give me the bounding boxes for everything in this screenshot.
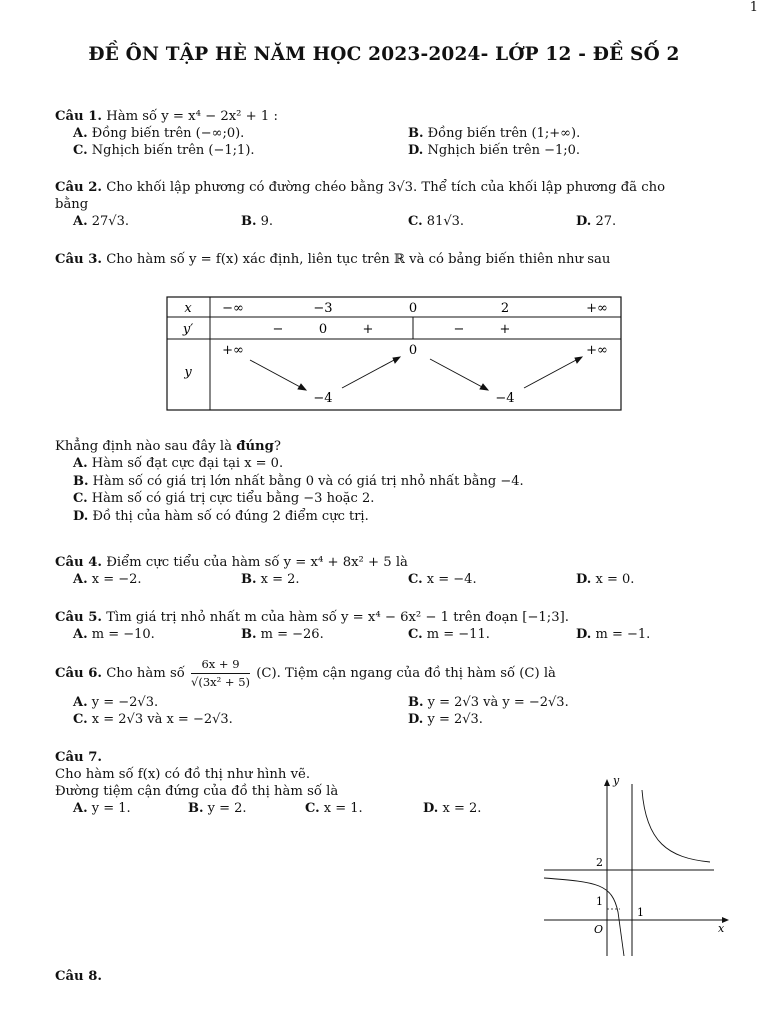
- table-yp-sign: +: [362, 322, 374, 337]
- option-d[interactable]: D. y = 2√3.: [408, 712, 483, 727]
- table-y-value: −4: [495, 391, 515, 406]
- y-axis-label: y: [613, 774, 620, 787]
- question-stem: Cho hàm số: [106, 666, 185, 681]
- question-2: [55, 179, 735, 230]
- table-yp-sign: −: [272, 322, 284, 337]
- table-y-value: 0: [408, 343, 418, 358]
- page-number: 1: [749, 0, 758, 15]
- option-b[interactable]: B. Hàm số có giá trị lớn nhất bằng 0 và có giá trị nhỏ nhất bằng −4.: [73, 473, 524, 489]
- option-c[interactable]: C. x = 2√3 và x = −2√3.: [73, 712, 233, 727]
- table-x-value: 0: [408, 301, 418, 316]
- option-d[interactable]: D. Nghịch biến trên −1;0.: [408, 143, 581, 158]
- option-a[interactable]: A. y = −2√3.: [73, 695, 159, 710]
- question-stem: Cho hàm số y = f(x) xác định, liên tục trên ℝ và có bảng biến thiên như sau: [106, 252, 611, 267]
- table-yp-label: y′: [182, 322, 194, 337]
- table-y-value: +∞: [222, 343, 244, 358]
- question-stem-cont: Đường tiệm cận đứng của đồ thị hàm số là: [55, 784, 339, 799]
- tick-label-1-y: 1: [596, 895, 603, 908]
- table-y-value: −4: [313, 391, 333, 406]
- option-b[interactable]: B. m = −26.: [241, 627, 324, 642]
- option-b[interactable]: B. x = 2.: [241, 572, 300, 587]
- question-label: Câu 7.: [55, 750, 102, 765]
- tick-label-2: 2: [596, 856, 603, 869]
- option-c[interactable]: C. Nghịch biến trên (−1;1).: [73, 143, 255, 158]
- table-x-value: −3: [313, 301, 333, 316]
- option-a[interactable]: A. x = −2.: [73, 572, 142, 587]
- curve-right-branch: [642, 790, 710, 862]
- question-label: Câu 1.: [55, 109, 102, 124]
- page-title: ĐỀ ÔN TẬP HÈ NĂM HỌC 2023-2024- LỚP 12 - ĐỀ SỐ 2: [88, 44, 680, 65]
- question-3: [55, 251, 735, 268]
- fraction: [191, 657, 250, 690]
- table-yp-sign: −: [453, 322, 465, 337]
- function-graph: [538, 772, 734, 960]
- question-7: [55, 749, 515, 817]
- table-yp-sign: 0: [318, 322, 328, 337]
- question-5: [55, 609, 735, 643]
- option-d[interactable]: D. x = 2.: [423, 801, 482, 816]
- option-c[interactable]: C. x = −4.: [408, 572, 477, 587]
- tick-label-1-x: 1: [637, 906, 644, 919]
- question-stem: Cho hàm số f(x) có đồ thị như hình vẽ.: [55, 767, 311, 782]
- option-a[interactable]: A. 27√3.: [73, 214, 129, 229]
- option-c[interactable]: C. m = −11.: [408, 627, 490, 642]
- question-4: [55, 554, 735, 588]
- table-y-label: y: [184, 365, 192, 380]
- x-axis-label: x: [718, 922, 725, 935]
- option-d[interactable]: D. Đồ thị của hàm số có đúng 2 điểm cực trị.: [73, 508, 369, 524]
- question-3-answers: [55, 438, 735, 525]
- question-6: [55, 656, 735, 728]
- question-stem: Điểm cực tiểu của hàm số y = x⁴ + 8x² + 5 là: [106, 555, 408, 570]
- question-prompt: Khẳng định nào sau đây là đúng?: [55, 439, 281, 454]
- question-label: Câu 2.: [55, 180, 102, 195]
- option-a[interactable]: A. Đồng biến trên (−∞;0).: [73, 126, 245, 141]
- option-b[interactable]: B. y = 2√3 và y = −2√3.: [408, 695, 569, 710]
- option-b[interactable]: B. 9.: [241, 214, 274, 229]
- question-stem: Hàm số y = x⁴ − 2x² + 1 :: [106, 109, 278, 124]
- curve-left-branch: [544, 878, 624, 956]
- option-a[interactable]: A. y = 1.: [73, 801, 131, 816]
- question-label: Câu 8.: [55, 969, 102, 984]
- option-c[interactable]: C. 81√3.: [408, 214, 465, 229]
- option-c[interactable]: C. x = 1.: [305, 801, 363, 816]
- fraction-numerator: 6x + 9: [191, 657, 250, 674]
- question-stem: Tìm giá trị nhỏ nhất m của hàm số y = x⁴ − 6x² − 1 trên đoạn [−1;3].: [106, 610, 569, 625]
- table-y-value: +∞: [586, 343, 608, 358]
- question-1: [55, 108, 735, 159]
- question-label: Câu 3.: [55, 252, 102, 267]
- option-d[interactable]: D. x = 0.: [576, 572, 635, 587]
- question-label: Câu 6.: [55, 666, 102, 681]
- table-x-value: 2: [500, 301, 510, 316]
- question-8: [55, 968, 735, 985]
- origin-label: O: [594, 923, 604, 936]
- table-x-value: +∞: [586, 301, 608, 316]
- question-label: Câu 5.: [55, 610, 102, 625]
- variation-table: [166, 296, 622, 412]
- table-yp-sign: +: [499, 322, 511, 337]
- variation-arrows: [250, 357, 582, 390]
- option-b[interactable]: B. Đồng biến trên (1;+∞).: [408, 126, 581, 141]
- fraction-denominator: √(3x² + 5): [191, 675, 250, 689]
- option-a[interactable]: A. m = −10.: [73, 627, 155, 642]
- option-b[interactable]: B. y = 2.: [188, 801, 247, 816]
- question-label: Câu 4.: [55, 555, 102, 570]
- y-axis-arrow: [604, 779, 610, 786]
- question-stem: Cho khối lập phương có đường chéo bằng 3√3. Thể tích của khối lập phương đã cho: [106, 180, 666, 195]
- option-c[interactable]: C. Hàm số có giá trị cực tiểu bằng −3 hoặc 2.: [73, 491, 375, 506]
- option-d[interactable]: D. m = −1.: [576, 627, 651, 642]
- option-d[interactable]: D. 27.: [576, 214, 617, 229]
- option-a[interactable]: A. Hàm số đạt cực đại tại x = 0.: [73, 456, 284, 471]
- question-stem-cont: bằng: [55, 197, 89, 212]
- table-x-value: −∞: [222, 301, 244, 316]
- question-stem-end: (C). Tiệm cận ngang của đồ thị hàm số (C) là: [256, 666, 556, 681]
- table-x-label: x: [184, 301, 192, 316]
